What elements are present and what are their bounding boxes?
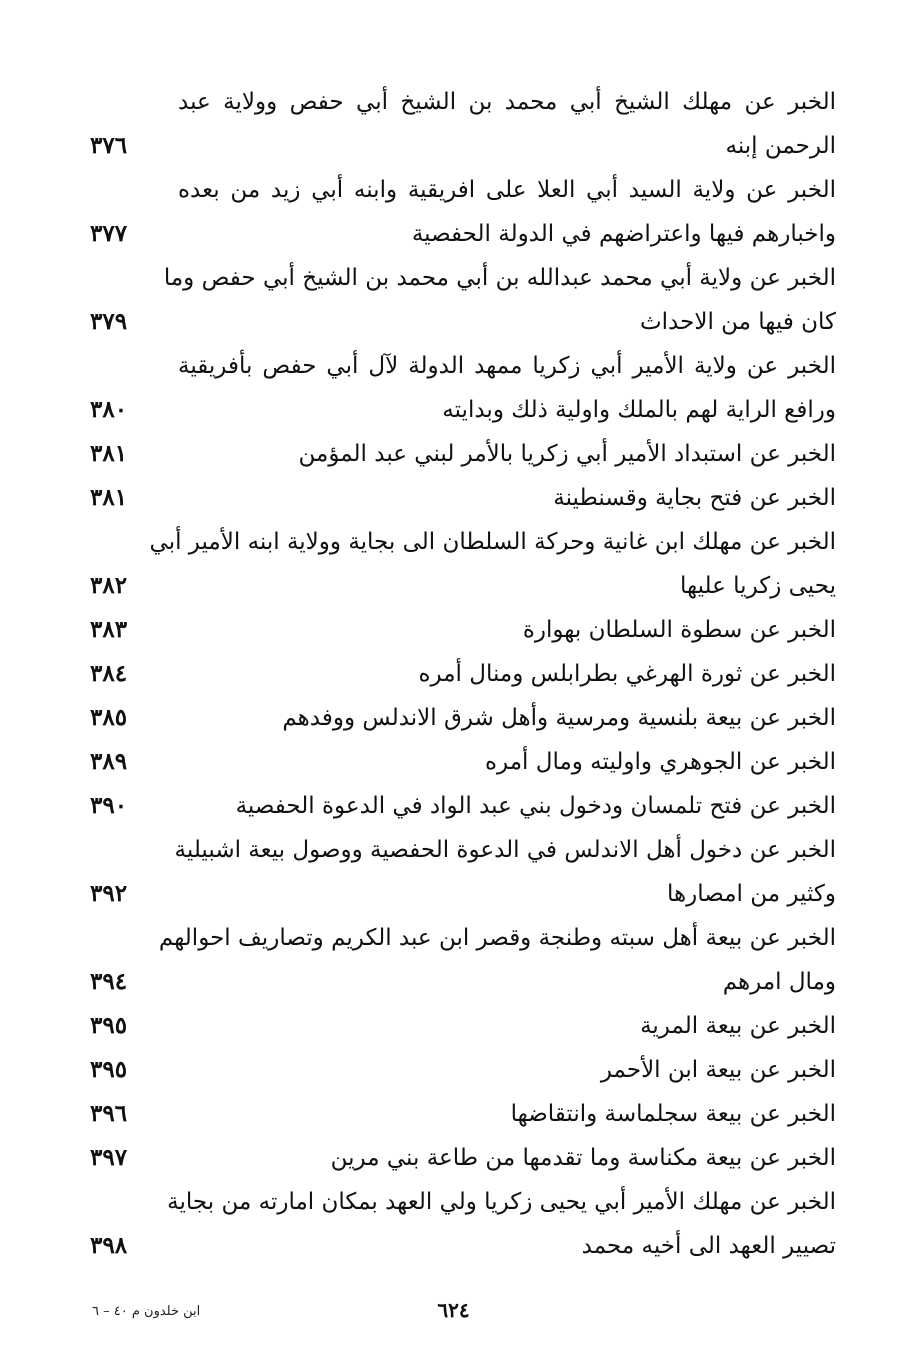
toc-entry-line: الخبر عن الجوهري واوليته ومال أمره [484, 749, 836, 775]
toc-entry [90, 168, 836, 256]
toc-entry [90, 916, 836, 1004]
toc-entry [90, 608, 836, 652]
toc-entry-line: تصيير العهد الى أخيه محمد [581, 1233, 836, 1259]
toc-entry-line: الخبر عن فتح تلمسان ودخول بني عبد الواد في الدعوة الحفصية [235, 793, 836, 819]
toc-entry [90, 1136, 836, 1180]
toc-entry-line: الرحمن إبنه [725, 133, 836, 159]
toc-page-number: ٣٨٢ [90, 572, 128, 599]
toc-entry-line: الخبر عن ولاية الأمير أبي زكريا ممهد الدولة لآل أبي حفص بأفريقية [178, 353, 836, 379]
toc-entry-line: الخبر عن بيعة مكناسة وما تقدمها من طاعة بني مرين [330, 1145, 836, 1171]
toc-page-number: ٣٨٤ [90, 660, 128, 687]
toc-entry [90, 740, 836, 784]
toc-page-number: ٣٨١ [90, 484, 128, 511]
toc-entry-line: ومال امرهم [722, 969, 836, 995]
toc-entry [90, 344, 836, 432]
toc-page-number: ٣٩٥ [90, 1056, 128, 1083]
toc-entry [90, 828, 836, 916]
toc-page-number: ٣٩٨ [90, 1232, 128, 1259]
toc-page-number: ٣٩٦ [90, 1100, 128, 1127]
toc-entry [90, 652, 836, 696]
toc-entry [90, 256, 836, 344]
toc-page-number: ٣٧٧ [90, 220, 128, 247]
toc-entry [90, 696, 836, 740]
toc-page-number: ٣٩٢ [90, 880, 128, 907]
toc-entry-line: الخبر عن بيعة المرية [640, 1013, 836, 1039]
toc-entry [90, 476, 836, 520]
toc-entry [90, 1048, 836, 1092]
toc-entry-line: الخبر عن سطوة السلطان بهوارة [522, 617, 836, 643]
toc-page-number: ٣٨٠ [90, 396, 128, 423]
toc-entry-line: كان فيها من الاحداث [640, 309, 836, 335]
toc-entry-line: الخبر عن بيعة ابن الأحمر [600, 1057, 836, 1083]
toc-entry [90, 1180, 836, 1268]
toc-entry-line: الخبر عن ولاية أبي محمد عبدالله بن أبي محمد بن الشيخ أبي حفص وما [163, 265, 836, 291]
toc-entry-line: الخبر عن استبداد الأمير أبي زكريا بالأمر لبني عبد المؤمن [298, 441, 836, 467]
toc-entry-line: واخبارهم فيها واعتراضهم في الدولة الحفصية [411, 221, 836, 247]
toc-entry [90, 1004, 836, 1048]
toc-entry-line: الخبر عن دخول أهل الاندلس في الدعوة الحفصية ووصول بيعة اشبيلية [174, 837, 836, 863]
toc-entry [90, 432, 836, 476]
toc-entry-line: الخبر عن مهلك ابن غانية وحركة السلطان الى بجاية وولاية ابنه الأمير أبي [149, 529, 836, 555]
toc-entry [90, 520, 836, 608]
toc-entry-line: الخبر عن مهلك الشيخ أبي محمد بن الشيخ أبي حفص وولاية عبد [178, 89, 836, 115]
footer-signature-note: ابن خلدون م ٤٠ – ٦ [92, 1304, 201, 1319]
toc-entry-line: الخبر عن ثورة الهرغي بطرابلس ومنال أمره [418, 661, 836, 687]
toc-entry [90, 80, 836, 168]
toc-entry-line: الخبر عن بيعة بلنسية ومرسية وأهل شرق الاندلس ووفدهم [282, 705, 836, 731]
toc-entry-line: الخبر عن فتح بجاية وقسنطينة [553, 485, 836, 511]
toc-page-number: ٣٩٥ [90, 1012, 128, 1039]
toc-entry-line: ورافع الراية لهم بالملك واولية ذلك وبدايته [442, 397, 836, 423]
toc-entry-line: يحيى زكريا عليها [679, 573, 836, 599]
toc-entry [90, 784, 836, 828]
toc-page-number: ٣٩٧ [90, 1144, 128, 1171]
toc-entry-line: الخبر عن ولاية السيد أبي العلا على افريقية وابنه أبي زيد من بعده [178, 177, 836, 203]
toc-page-number: ٣٧٦ [90, 132, 128, 159]
toc-entry-line: الخبر عن بيعة أهل سبته وطنجة وقصر ابن عبد الكريم وتصاريف احوالهم [158, 925, 836, 951]
toc-page-number: ٣٧٩ [90, 308, 128, 335]
page-number-folio: ٦٢٤ [437, 1298, 470, 1322]
toc-entry-line: الخبر عن مهلك الأمير أبي يحيى زكريا ولي العهد بمكان امارته من بجاية [167, 1189, 836, 1215]
toc-page-number: ٣٨٥ [90, 704, 128, 731]
table-of-contents [90, 80, 836, 1268]
toc-page-number: ٣٩٠ [90, 792, 128, 819]
toc-page-number: ٣٨١ [90, 440, 128, 467]
toc-page-number: ٣٨٣ [90, 616, 128, 643]
toc-entry [90, 1092, 836, 1136]
toc-entry-line: الخبر عن بيعة سجلماسة وانتقاضها [510, 1101, 836, 1127]
toc-page-number: ٣٨٩ [90, 748, 128, 775]
toc-entry-line: وكثير من امصارها [667, 881, 836, 907]
toc-page-number: ٣٩٤ [90, 968, 128, 995]
